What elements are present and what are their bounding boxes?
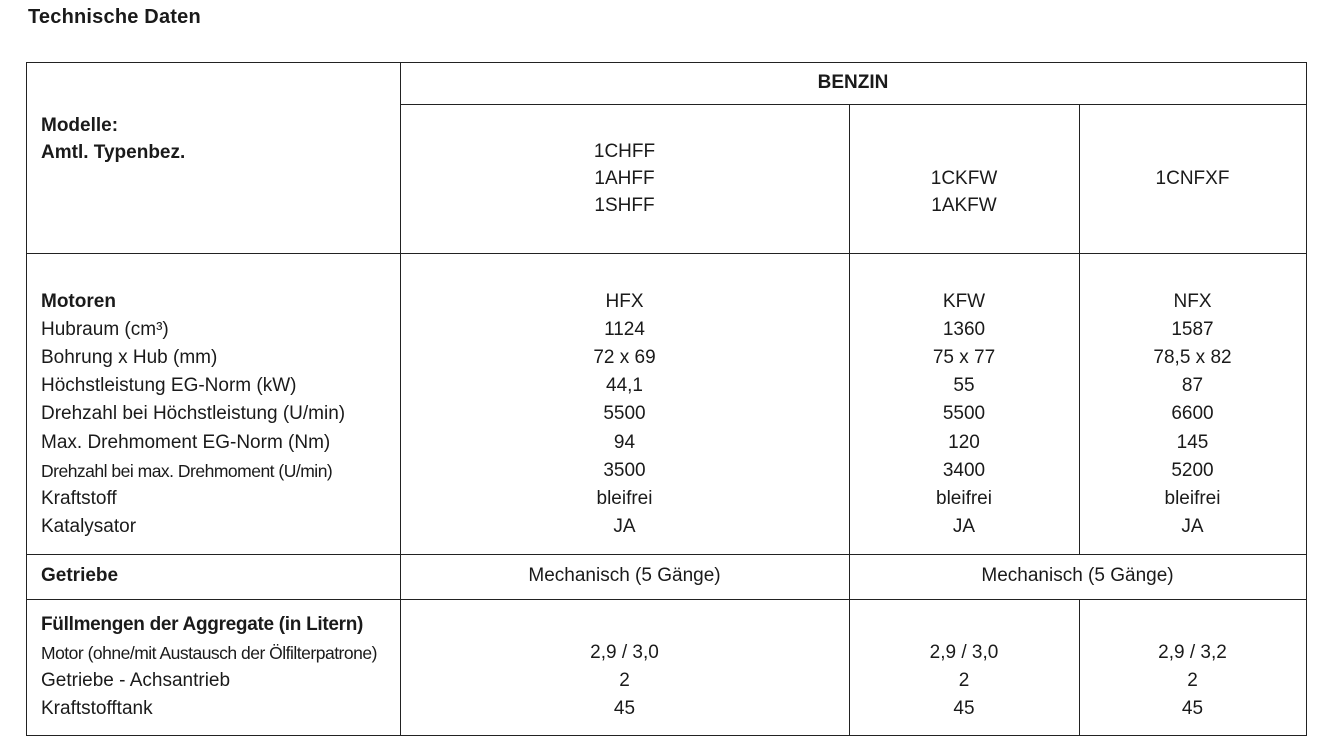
row-value: 1360	[942, 319, 986, 341]
model-code: 1CNFXF	[1155, 168, 1230, 189]
row-value: 45	[613, 698, 636, 720]
row-value: 5200	[1171, 459, 1214, 481]
row-value: 55	[953, 375, 975, 397]
row-value: 120	[948, 431, 980, 453]
row-label: Drehzahl bei Höchstleistung (U/min)	[41, 403, 346, 425]
row-value: bleifrei	[596, 487, 653, 509]
row-value: bleifrei	[1164, 487, 1221, 509]
row-value: 1124	[604, 319, 645, 341]
capacities-heading: Füllmengen der Aggregate (in Litern)	[41, 614, 364, 635]
type-designation-label: Amtl. Typenbez.	[41, 142, 186, 163]
row-value: JA	[1181, 515, 1204, 537]
row-value: KFW	[942, 291, 986, 312]
row-value: JA	[952, 515, 976, 537]
row-label: Kraftstoff	[41, 487, 117, 509]
row-label: Katalysator	[41, 515, 137, 537]
row-value: 94	[613, 431, 636, 453]
model-code: 1AHFF	[594, 168, 655, 189]
row-value: 2	[1187, 670, 1198, 692]
row-value: bleifrei	[936, 487, 992, 509]
model-code: 1CHFF	[593, 141, 656, 162]
specifications-table	[26, 62, 1307, 736]
gearbox-label: Getriebe	[41, 565, 119, 586]
model-code: 1SHFF	[594, 195, 655, 216]
row-value: 6600	[1171, 403, 1214, 425]
row-label: Hubraum (cm³)	[41, 319, 169, 341]
model-code: 1AKFW	[931, 195, 997, 216]
row-label: Drehzahl bei max. Drehmoment (U/min)	[41, 460, 333, 481]
row-label: Motor (ohne/mit Austausch der Ölfilterpatrone)	[41, 643, 377, 663]
row-value: 2	[619, 670, 630, 692]
row-divider	[27, 253, 1306, 254]
row-value: HFX	[605, 291, 644, 312]
row-value: 78,5 x 82	[1153, 347, 1232, 369]
row-value: 45	[1181, 698, 1204, 720]
row-value: 3400	[942, 459, 986, 481]
row-value: 5500	[942, 403, 986, 425]
gearbox-value: Mechanisch (5 Gänge)	[528, 565, 721, 586]
row-value: 2,9 / 3,0	[929, 642, 999, 663]
row-value: 2,9 / 3,2	[1158, 642, 1227, 663]
fuel-type-header: BENZIN	[817, 72, 889, 93]
row-label: Max. Drehmoment EG-Norm (Nm)	[41, 431, 331, 453]
row-value: JA	[613, 515, 636, 537]
row-value: 72 x 69	[593, 347, 656, 369]
gearbox-value: Mechanisch (5 Gänge)	[981, 565, 1174, 586]
row-value: 87	[1181, 375, 1204, 397]
models-label: Modelle:	[41, 115, 119, 136]
row-label: Kraftstofftank	[41, 698, 153, 720]
row-value: NFX	[1173, 291, 1212, 312]
row-value: 75 x 77	[932, 347, 996, 369]
row-label: Bohrung x Hub (mm)	[41, 347, 218, 369]
row-value: 45	[953, 698, 975, 720]
row-value: 1587	[1171, 319, 1214, 341]
page-title: Technische Daten	[28, 6, 201, 28]
row-value: 3500	[603, 459, 646, 481]
row-divider	[27, 599, 1306, 600]
row-divider	[27, 554, 1306, 555]
row-label: Motoren	[41, 291, 116, 312]
model-code: 1CKFW	[930, 168, 998, 189]
row-label: Höchstleistung EG-Norm (kW)	[41, 375, 297, 397]
row-label: Getriebe - Achsantrieb	[41, 670, 231, 692]
row-value: 145	[1176, 431, 1209, 453]
row-value: 2	[958, 670, 970, 692]
row-value: 5500	[603, 403, 646, 425]
row-value: 44,1	[606, 375, 643, 397]
row-divider	[400, 104, 1306, 105]
row-value: 2,9 / 3,0	[590, 642, 659, 663]
